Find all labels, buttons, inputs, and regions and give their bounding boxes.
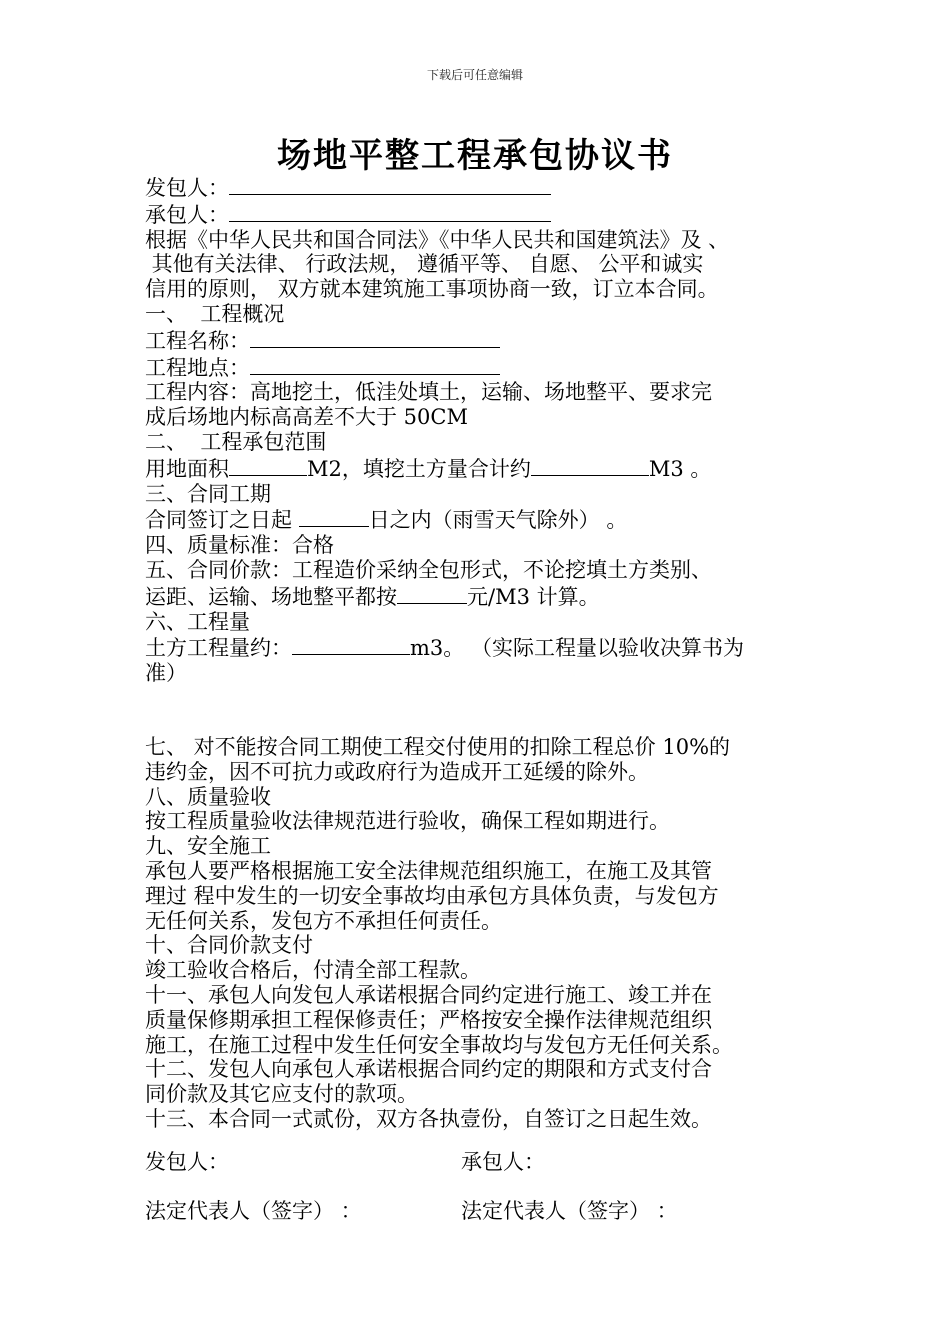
- paragraph-line: 十二、发包人向承包人承诺根据合同约定的期限和方式支付合: [145, 1057, 712, 1082]
- price-label: 运距、运输、场地整平都按: [145, 584, 397, 609]
- paragraph-line: 同价款及其它应支付的款项。: [145, 1082, 418, 1107]
- volume-text: m3。 （实际工程量以验收决算书为: [410, 636, 744, 661]
- paragraph-line: 七、 对不能按合同工期使工程交付使用的扣除工程总价 10%的: [145, 734, 731, 759]
- project-name-line: [145, 327, 815, 354]
- project-name-blank: [250, 327, 500, 348]
- section-heading: 十、合同价款支付: [145, 933, 313, 958]
- volume-total-blank: [531, 455, 649, 476]
- paragraph-line: 四、质量标准：合格: [145, 533, 334, 558]
- project-site-line: [145, 354, 815, 381]
- contract-body: [145, 174, 815, 1132]
- paragraph-line: 成后场地内标高高差不大于 50CM: [145, 405, 468, 430]
- paragraph-line: 按工程质量验收法律规范进行验收，确保工程如期进行。: [145, 809, 670, 834]
- section-heading: 六、工程量: [145, 609, 250, 634]
- area-line: [145, 455, 815, 482]
- section-heading: 九、安全施工: [145, 834, 271, 859]
- party-b-blank: [229, 201, 551, 222]
- project-site-blank: [250, 354, 500, 375]
- period-blank: [299, 506, 369, 527]
- project-site-label: 工程地点：: [145, 355, 250, 380]
- volume-label: 土方工程量约：: [145, 636, 292, 661]
- period-line: [145, 506, 815, 533]
- volume-unit-text: M3 。: [648, 456, 712, 481]
- area-blank: [229, 455, 307, 476]
- paragraph-line: 施工，在施工过程中发生任何安全事故均与发包方无任何关系。: [145, 1032, 733, 1057]
- volume-blank: [292, 634, 410, 655]
- section-heading: 一、 工程概况: [145, 301, 285, 326]
- document-title: 场地平整工程承包协议书: [277, 136, 673, 176]
- section-heading: 三、合同工期: [145, 481, 271, 506]
- price-unit-text: 元/M3 计算。: [467, 584, 600, 609]
- section-heading: 二、 工程承包范围: [145, 429, 327, 454]
- paragraph-line: 信用的原则， 双方就本建筑施工事项协商一致，订立本合同。: [145, 277, 719, 302]
- signature-party-b: 承包人：: [461, 1150, 545, 1174]
- paragraph-line: 承包人要严格根据施工安全法律规范组织施工，在施工及其管: [145, 858, 712, 883]
- party-b-line: [145, 201, 815, 228]
- signature-rep-a: 法定代表人（签字） ：: [145, 1199, 362, 1223]
- paragraph-line: 质量保修期承担工程保修责任；严格按安全操作法律规范组织: [145, 1007, 712, 1032]
- area-unit-text: M2，填挖土方量合计约: [307, 456, 531, 481]
- paragraph-line: 十三、本合同一式贰份，双方各执壹份，自签订之日起生效。: [145, 1106, 712, 1131]
- price-blank: [397, 583, 467, 604]
- price-line: [145, 583, 815, 610]
- period-label: 合同签订之日起: [145, 508, 299, 533]
- paragraph-line: 其他有关法律、 行政法规， 遵循平等、 自愿、 公平和诚实: [145, 252, 704, 277]
- party-a-blank: [229, 174, 551, 195]
- paragraph-line: 违约金，因不可抗力或政府行为造成开工延缓的除外。: [145, 759, 649, 784]
- paragraph-line: 竣工验收合格后，付清全部工程款。: [145, 958, 481, 983]
- paragraph-line: 五、合同价款：工程造价采纳全包形式，不论挖填土方类别、: [145, 557, 712, 582]
- paragraph-line: 理过 程中发生的一切安全事故均由承包方具体负责，与发包方: [145, 883, 719, 908]
- signature-party-a: 发包人：: [145, 1150, 229, 1174]
- paragraph-line: 根据《中华人民共和国合同法》《中华人民共和国建筑法》及 、: [145, 227, 730, 252]
- volume-line: [145, 634, 815, 661]
- paragraph-line: 准）: [145, 661, 187, 686]
- area-label: 用地面积: [145, 456, 229, 481]
- party-a-line: [145, 174, 815, 201]
- party-a-label: 发包人：: [145, 176, 229, 200]
- paragraph-line: 十一、承包人向发包人承诺根据合同约定进行施工、竣工并在: [145, 982, 712, 1007]
- paragraph-line: 工程内容：高地挖土，低洼处填土，运输、场地整平、要求完: [145, 380, 712, 405]
- section-heading: 八、质量验收: [145, 784, 271, 809]
- spacer: [145, 686, 815, 735]
- period-text: 日之内（雨雪天气除外） 。: [368, 508, 628, 533]
- party-b-label: 承包人：: [145, 202, 229, 227]
- project-name-label: 工程名称：: [145, 328, 250, 353]
- header-note: 下载后可任意编辑: [426, 68, 523, 82]
- signature-rep-b: 法定代表人（签字） ：: [461, 1199, 678, 1223]
- paragraph-line: 无任何关系，发包方不承担任何责任。: [145, 908, 502, 933]
